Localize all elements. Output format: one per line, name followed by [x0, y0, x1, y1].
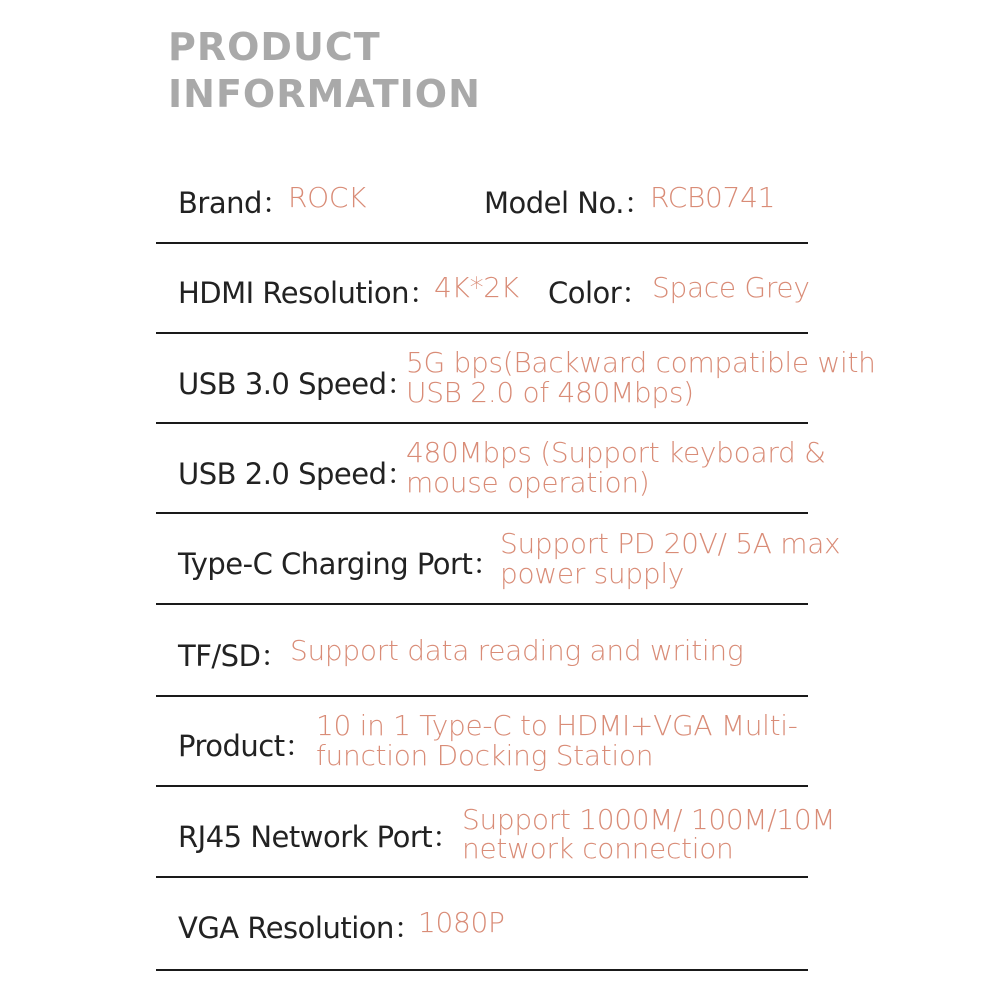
usb2-value-line-1: 480Mbps (Support keyboard & — [406, 436, 826, 469]
hdmi-label: HDMI Resolution： — [178, 276, 438, 310]
vga-label: VGA Resolution： — [178, 911, 423, 945]
typec-label: Type-C Charging Port： — [178, 547, 501, 581]
spec-row-hdmi-color — [156, 244, 808, 334]
spec-row-rj45 — [156, 787, 836, 878]
product-label: Product： — [178, 729, 314, 763]
model-label: Model No.： — [484, 186, 653, 220]
title-line-1: PRODUCT — [168, 25, 381, 69]
typec-value-line-1: Support PD 20V/ 5A max — [500, 527, 841, 560]
title-line-2: INFORMATION — [168, 72, 481, 116]
spec-row-usb2 — [156, 424, 826, 514]
product-value-line-2: function Docking Station — [316, 739, 654, 772]
hdmi-value: 4K*2K — [434, 271, 519, 304]
typec-value-line-2: power supply — [500, 557, 685, 590]
usb2-value-line-2: mouse operation) — [406, 466, 650, 499]
color-value: Space Grey — [652, 271, 810, 304]
usb3-label: USB 3.0 Speed： — [178, 367, 415, 401]
vga-value: 1080P — [418, 906, 505, 939]
rj45-label: RJ45 Network Port： — [178, 820, 461, 854]
model-value: RCB0741 — [650, 181, 776, 214]
color-label: Color： — [548, 276, 650, 310]
usb2-label: USB 2.0 Speed： — [178, 457, 415, 491]
usb3-value-line-2: USB 2.0 of 480Mbps) — [406, 376, 694, 409]
spec-row-product — [156, 697, 808, 787]
spec-row-brand-model — [156, 150, 808, 244]
usb3-value-line-1: 5G bps(Backward compatible with — [406, 346, 876, 379]
product-value-line-1: 10 in 1 Type-C to HDMI+VGA Multi- — [316, 709, 798, 742]
rj45-value-line-1: Support 1000M/ 100M/10M — [462, 803, 836, 836]
brand-label: Brand： — [178, 186, 291, 220]
spec-row-usb3 — [156, 334, 876, 424]
rj45-value-line-2: network connection — [462, 832, 734, 865]
spec-row-typec — [156, 514, 841, 605]
spec-row-vga — [156, 878, 808, 971]
tfsd-value: Support data reading and writing — [290, 634, 744, 667]
brand-value: ROCK — [288, 181, 367, 214]
page-title — [168, 24, 481, 118]
tfsd-label: TF/SD： — [178, 639, 289, 673]
spec-row-tfsd — [156, 605, 808, 697]
